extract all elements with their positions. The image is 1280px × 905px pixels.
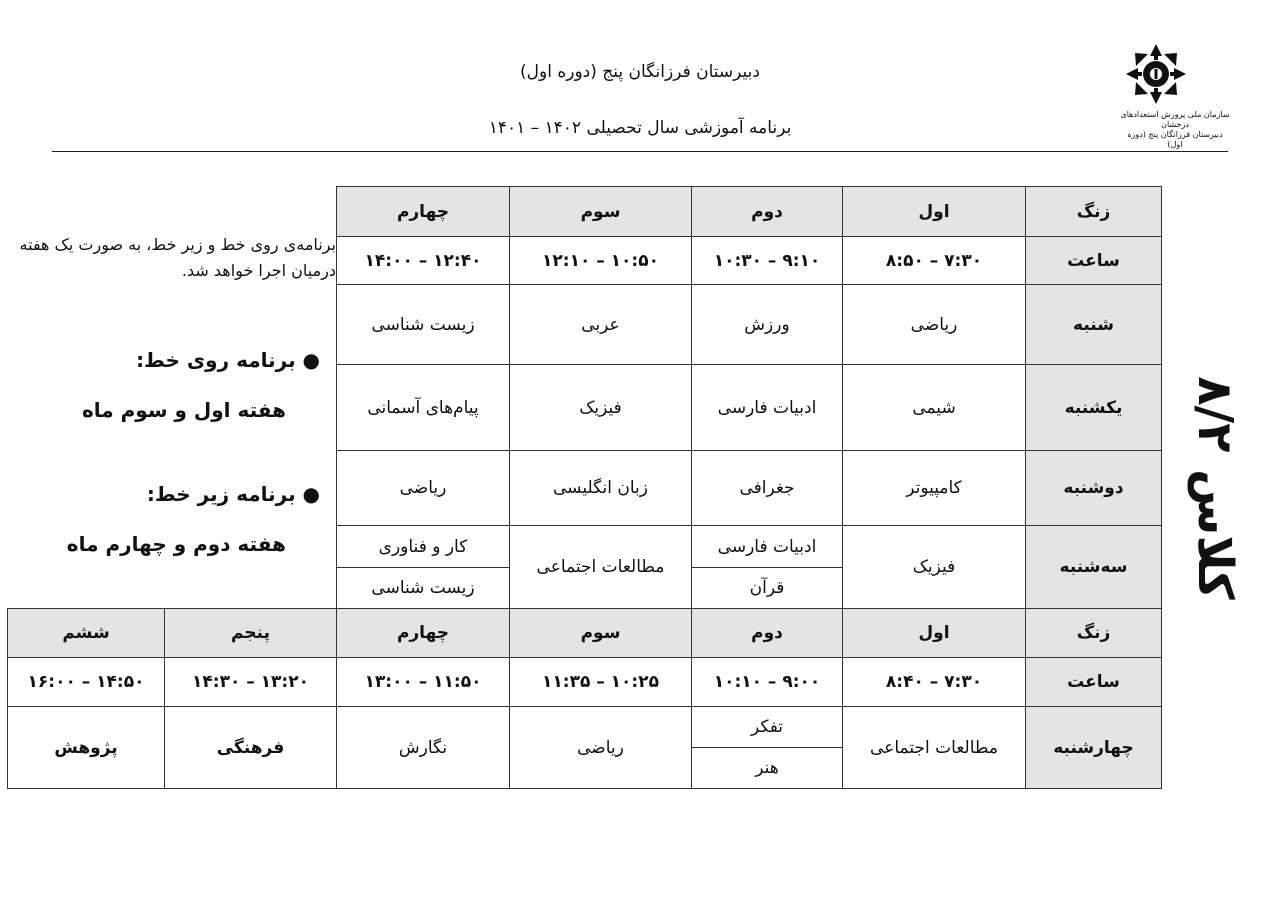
class-cell-above: تفکر	[692, 707, 843, 748]
class-cell: فیزیک	[843, 526, 1026, 609]
period-time: ۹:۰۰ – ۱۰:۱۰	[692, 658, 843, 707]
day-row-tuesday	[337, 526, 1162, 568]
period-header: دوم	[692, 609, 843, 658]
class-cell: فرهنگی	[165, 707, 337, 789]
class-cell: شیمی	[843, 365, 1026, 451]
day-label: سه‌شنبه	[1026, 526, 1162, 609]
weekly-schedule-table	[336, 186, 1162, 609]
day-label: دوشنبه	[1026, 451, 1162, 526]
period-header: چهارم	[337, 187, 510, 237]
day-label: چهارشنبه	[1026, 707, 1162, 789]
class-cell: جغرافی	[692, 451, 843, 526]
below-line-title: ● برنامه زیر خط:	[146, 482, 320, 506]
program-title: برنامه آموزشی سال تحصیلی ۱۴۰۲ – ۱۴۰۱	[488, 118, 792, 138]
times-row	[337, 237, 1162, 285]
class-cell: نگارش	[337, 707, 510, 789]
day-row-saturday	[337, 285, 1162, 365]
period-header: اول	[843, 187, 1026, 237]
class-cell: زبان انگلیسی	[510, 451, 692, 526]
class-cell-below: هنر	[692, 748, 843, 789]
above-line-title: ● برنامه روی خط:	[136, 348, 320, 372]
class-cell: پیام‌های آسمانی	[337, 365, 510, 451]
below-line-title-text: برنامه زیر خط:	[146, 482, 296, 506]
below-line-weeks: هفته دوم و چهارم ماه	[66, 532, 286, 556]
class-cell-above: ادبیات فارسی	[692, 526, 843, 568]
period-header: سوم	[510, 187, 692, 237]
logo-caption-1: سازمان ملی پرورش استعدادهای درخشان	[1120, 110, 1230, 129]
period-header: چهارم	[337, 609, 510, 658]
period-time: ۷:۳۰ – ۸:۴۰	[843, 658, 1026, 707]
wednesday-schedule-table	[7, 608, 1162, 789]
class-label-text: کلاس ۸/۲	[1187, 376, 1243, 600]
period-header: ششم	[8, 609, 165, 658]
school-name: دبیرستان فرزانگان پنج (دوره اول)	[520, 62, 760, 82]
time-label: ساعت	[1026, 658, 1162, 707]
day-row-sunday	[337, 365, 1162, 451]
periods-row	[8, 609, 1162, 658]
class-cell-above: کار و فناوری	[337, 526, 510, 568]
above-line-weeks: هفته اول و سوم ماه	[81, 398, 286, 422]
period-time: ۷:۳۰ – ۸:۵۰	[843, 237, 1026, 285]
period-time: ۱۳:۲۰ – ۱۴:۳۰	[165, 658, 337, 707]
class-cell: ادبیات فارسی	[692, 365, 843, 451]
bell-label: زنگ	[1026, 187, 1162, 237]
alternating-note: برنامه‌ی روی خط و زیر خط، به صورت یک هفته درمیان اجرا خواهد شد.	[19, 235, 336, 280]
class-cell: ریاضی	[843, 285, 1026, 365]
class-cell: ریاضی	[510, 707, 692, 789]
class-cell: فیزیک	[510, 365, 692, 451]
class-cell-below: قرآن	[692, 568, 843, 609]
class-cell: ریاضی	[337, 451, 510, 526]
class-cell: زیست شناسی	[337, 285, 510, 365]
class-cell: عربی	[510, 285, 692, 365]
class-cell: کامپیوتر	[843, 451, 1026, 526]
day-label: شنبه	[1026, 285, 1162, 365]
logo-caption-2: دبیرستان فرزانگان پنج (دوره اول)	[1127, 130, 1223, 149]
period-time: ۱۴:۵۰ – ۱۶:۰۰	[8, 658, 165, 707]
period-header: دوم	[692, 187, 843, 237]
bell-label: زنگ	[1026, 609, 1162, 658]
period-time: ۱۱:۵۰ – ۱۳:۰۰	[337, 658, 510, 707]
period-time: ۹:۱۰ – ۱۰:۳۰	[692, 237, 843, 285]
class-cell: مطالعات اجتماعی	[843, 707, 1026, 789]
day-row-monday	[337, 451, 1162, 526]
period-time: ۱۰:۵۰ – ۱۲:۱۰	[510, 237, 692, 285]
period-header: پنجم	[165, 609, 337, 658]
day-row-wednesday	[8, 707, 1162, 748]
period-header: سوم	[510, 609, 692, 658]
above-line-title-text: برنامه روی خط:	[136, 348, 296, 372]
day-label: یکشنبه	[1026, 365, 1162, 451]
time-label: ساعت	[1026, 237, 1162, 285]
periods-row	[337, 187, 1162, 237]
class-label	[1150, 360, 1280, 600]
school-logo	[1120, 38, 1230, 148]
period-time: ۱۰:۲۵ – ۱۱:۳۵	[510, 658, 692, 707]
times-row	[8, 658, 1162, 707]
class-cell-below: زیست شناسی	[337, 568, 510, 609]
header-divider	[52, 151, 1228, 152]
class-cell: پژوهش	[8, 707, 165, 789]
period-header: اول	[843, 609, 1026, 658]
class-cell: مطالعات اجتماعی	[510, 526, 692, 609]
class-cell: ورزش	[692, 285, 843, 365]
period-time: ۱۲:۴۰ – ۱۴:۰۰	[337, 237, 510, 285]
